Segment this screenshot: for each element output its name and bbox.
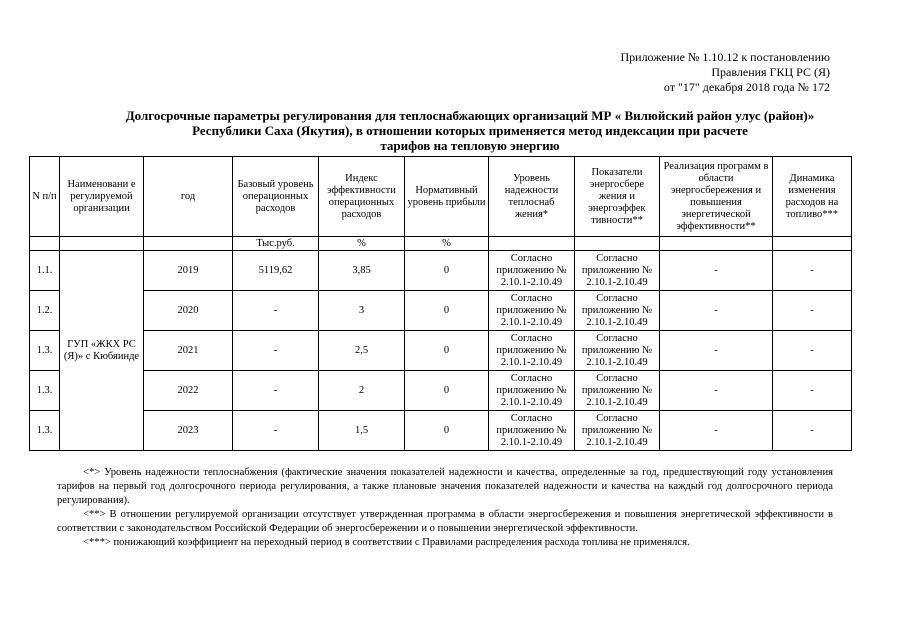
row-reliability: Согласно приложению № 2.10.1-2.10.49 xyxy=(489,291,575,331)
row-base-costs: - xyxy=(233,371,319,411)
row-energy-saving: Согласно приложению № 2.10.1-2.10.49 xyxy=(575,331,660,371)
row-programs: - xyxy=(660,411,773,451)
col-header-year: год xyxy=(144,157,233,237)
row-fuel: - xyxy=(773,331,852,371)
row-energy-saving: Согласно приложению № 2.10.1-2.10.49 xyxy=(575,411,660,451)
row-profit: 0 xyxy=(405,411,489,451)
col-header-reliability: Уровень надежности теплоснаб жения* xyxy=(489,157,575,237)
row-year: 2022 xyxy=(144,371,233,411)
footnote-reliability: <*> Уровень надежности теплоснабжения (фактические значения показателей надежности и качества, определенные за год, предшествующий году установления тарифов на первый год долгосрочного периода регулирования, а также плановые значения показателей надежности и качества на каждый год долгосрочного периода регулирования). xyxy=(57,467,833,506)
row-fuel: - xyxy=(773,411,852,451)
row-profit: 0 xyxy=(405,291,489,331)
organization-name: ГУП «ЖКХ РС (Я)» с Кюбяинде xyxy=(60,251,144,451)
col-header-organization: Наименовани е регулируемой организации xyxy=(60,157,144,237)
col-header-energy-saving: Показатели энергосбере жения и энергоэффек тивности** xyxy=(575,157,660,237)
row-reliability: Согласно приложению № 2.10.1-2.10.49 xyxy=(489,251,575,291)
row-efficiency-index: 3,85 xyxy=(319,251,405,291)
document-header xyxy=(620,50,830,95)
unit-cell: % xyxy=(405,237,489,251)
table-row xyxy=(30,251,852,291)
row-profit: 0 xyxy=(405,251,489,291)
unit-cell xyxy=(60,237,144,251)
row-efficiency-index: 2 xyxy=(319,371,405,411)
table-row xyxy=(30,411,852,451)
unit-cell: Тыс.руб. xyxy=(233,237,319,251)
row-efficiency-index: 1,5 xyxy=(319,411,405,451)
unit-cell xyxy=(489,237,575,251)
row-energy-saving: Согласно приложению № 2.10.1-2.10.49 xyxy=(575,371,660,411)
row-number: 1.3. xyxy=(30,331,60,371)
header-line-1: Приложение № 1.10.12 к постановлению xyxy=(620,50,830,64)
unit-cell xyxy=(144,237,233,251)
row-reliability: Согласно приложению № 2.10.1-2.10.49 xyxy=(489,331,575,371)
row-year: 2023 xyxy=(144,411,233,451)
col-header-efficiency-index: Индекс эффективности операционных расходов xyxy=(319,157,405,237)
title-line-2: Республики Саха (Якутия), в отношении которых применяется метод индексации при расчете xyxy=(192,123,748,138)
row-year: 2019 xyxy=(144,251,233,291)
row-number: 1.1. xyxy=(30,251,60,291)
col-header-profit: Нормативный уровень прибыли xyxy=(405,157,489,237)
document-title xyxy=(80,108,860,153)
row-base-costs: - xyxy=(233,291,319,331)
title-line-3: тарифов на тепловую энергию xyxy=(380,138,560,153)
row-energy-saving: Согласно приложению № 2.10.1-2.10.49 xyxy=(575,251,660,291)
row-efficiency-index: 3 xyxy=(319,291,405,331)
row-programs: - xyxy=(660,331,773,371)
row-profit: 0 xyxy=(405,331,489,371)
footnote-energy-program: <**> В отношении регулируемой организации отсутствует утвержденная программа в области энергосбережения и повышения энергетической эффективности в соответствии с законодательством Российской Федерации об энергосбережении и о повышении энергетической эффективности. xyxy=(57,509,833,534)
col-header-num: N п/п xyxy=(30,157,60,237)
col-header-base-costs: Базовый уровень операционных расходов xyxy=(233,157,319,237)
row-base-costs: - xyxy=(233,331,319,371)
parameters-table xyxy=(29,156,852,451)
unit-cell xyxy=(30,237,60,251)
header-row xyxy=(30,157,852,237)
unit-cell xyxy=(773,237,852,251)
unit-cell xyxy=(575,237,660,251)
row-year: 2021 xyxy=(144,331,233,371)
row-reliability: Согласно приложению № 2.10.1-2.10.49 xyxy=(489,411,575,451)
row-programs: - xyxy=(660,371,773,411)
footnotes xyxy=(57,466,833,550)
table-row xyxy=(30,331,852,371)
row-fuel: - xyxy=(773,291,852,331)
table-row xyxy=(30,291,852,331)
row-year: 2020 xyxy=(144,291,233,331)
row-base-costs: - xyxy=(233,411,319,451)
row-number: 1.3. xyxy=(30,411,60,451)
header-line-3: от "17" декабря 2018 года № 172 xyxy=(663,80,830,94)
unit-cell: % xyxy=(319,237,405,251)
units-row xyxy=(30,237,852,251)
table-row xyxy=(30,371,852,411)
row-reliability: Согласно приложению № 2.10.1-2.10.49 xyxy=(489,371,575,411)
title-line-1: Долгосрочные параметры регулирования для теплоснабжающих организаций МР « Вилюйский район улус (район)» xyxy=(125,108,815,123)
col-header-programs: Реализация программ в области энергосбережения и повышения энергетической эффективности** xyxy=(660,157,773,237)
row-fuel: - xyxy=(773,251,852,291)
row-fuel: - xyxy=(773,371,852,411)
row-profit: 0 xyxy=(405,371,489,411)
row-programs: - xyxy=(660,251,773,291)
row-energy-saving: Согласно приложению № 2.10.1-2.10.49 xyxy=(575,291,660,331)
row-base-costs: 5119,62 xyxy=(233,251,319,291)
unit-cell xyxy=(660,237,773,251)
col-header-fuel: Динамика изменения расходов на топливо*** xyxy=(773,157,852,237)
footnote-fuel: <***> понижающий коэффициент на переходный период в соответствии с Правилами распределения расхода топлива не применялся. xyxy=(83,537,690,548)
row-efficiency-index: 2,5 xyxy=(319,331,405,371)
row-number: 1.3. xyxy=(30,371,60,411)
row-programs: - xyxy=(660,291,773,331)
row-number: 1.2. xyxy=(30,291,60,331)
header-line-2: Правления ГКЦ РС (Я) xyxy=(711,65,830,79)
